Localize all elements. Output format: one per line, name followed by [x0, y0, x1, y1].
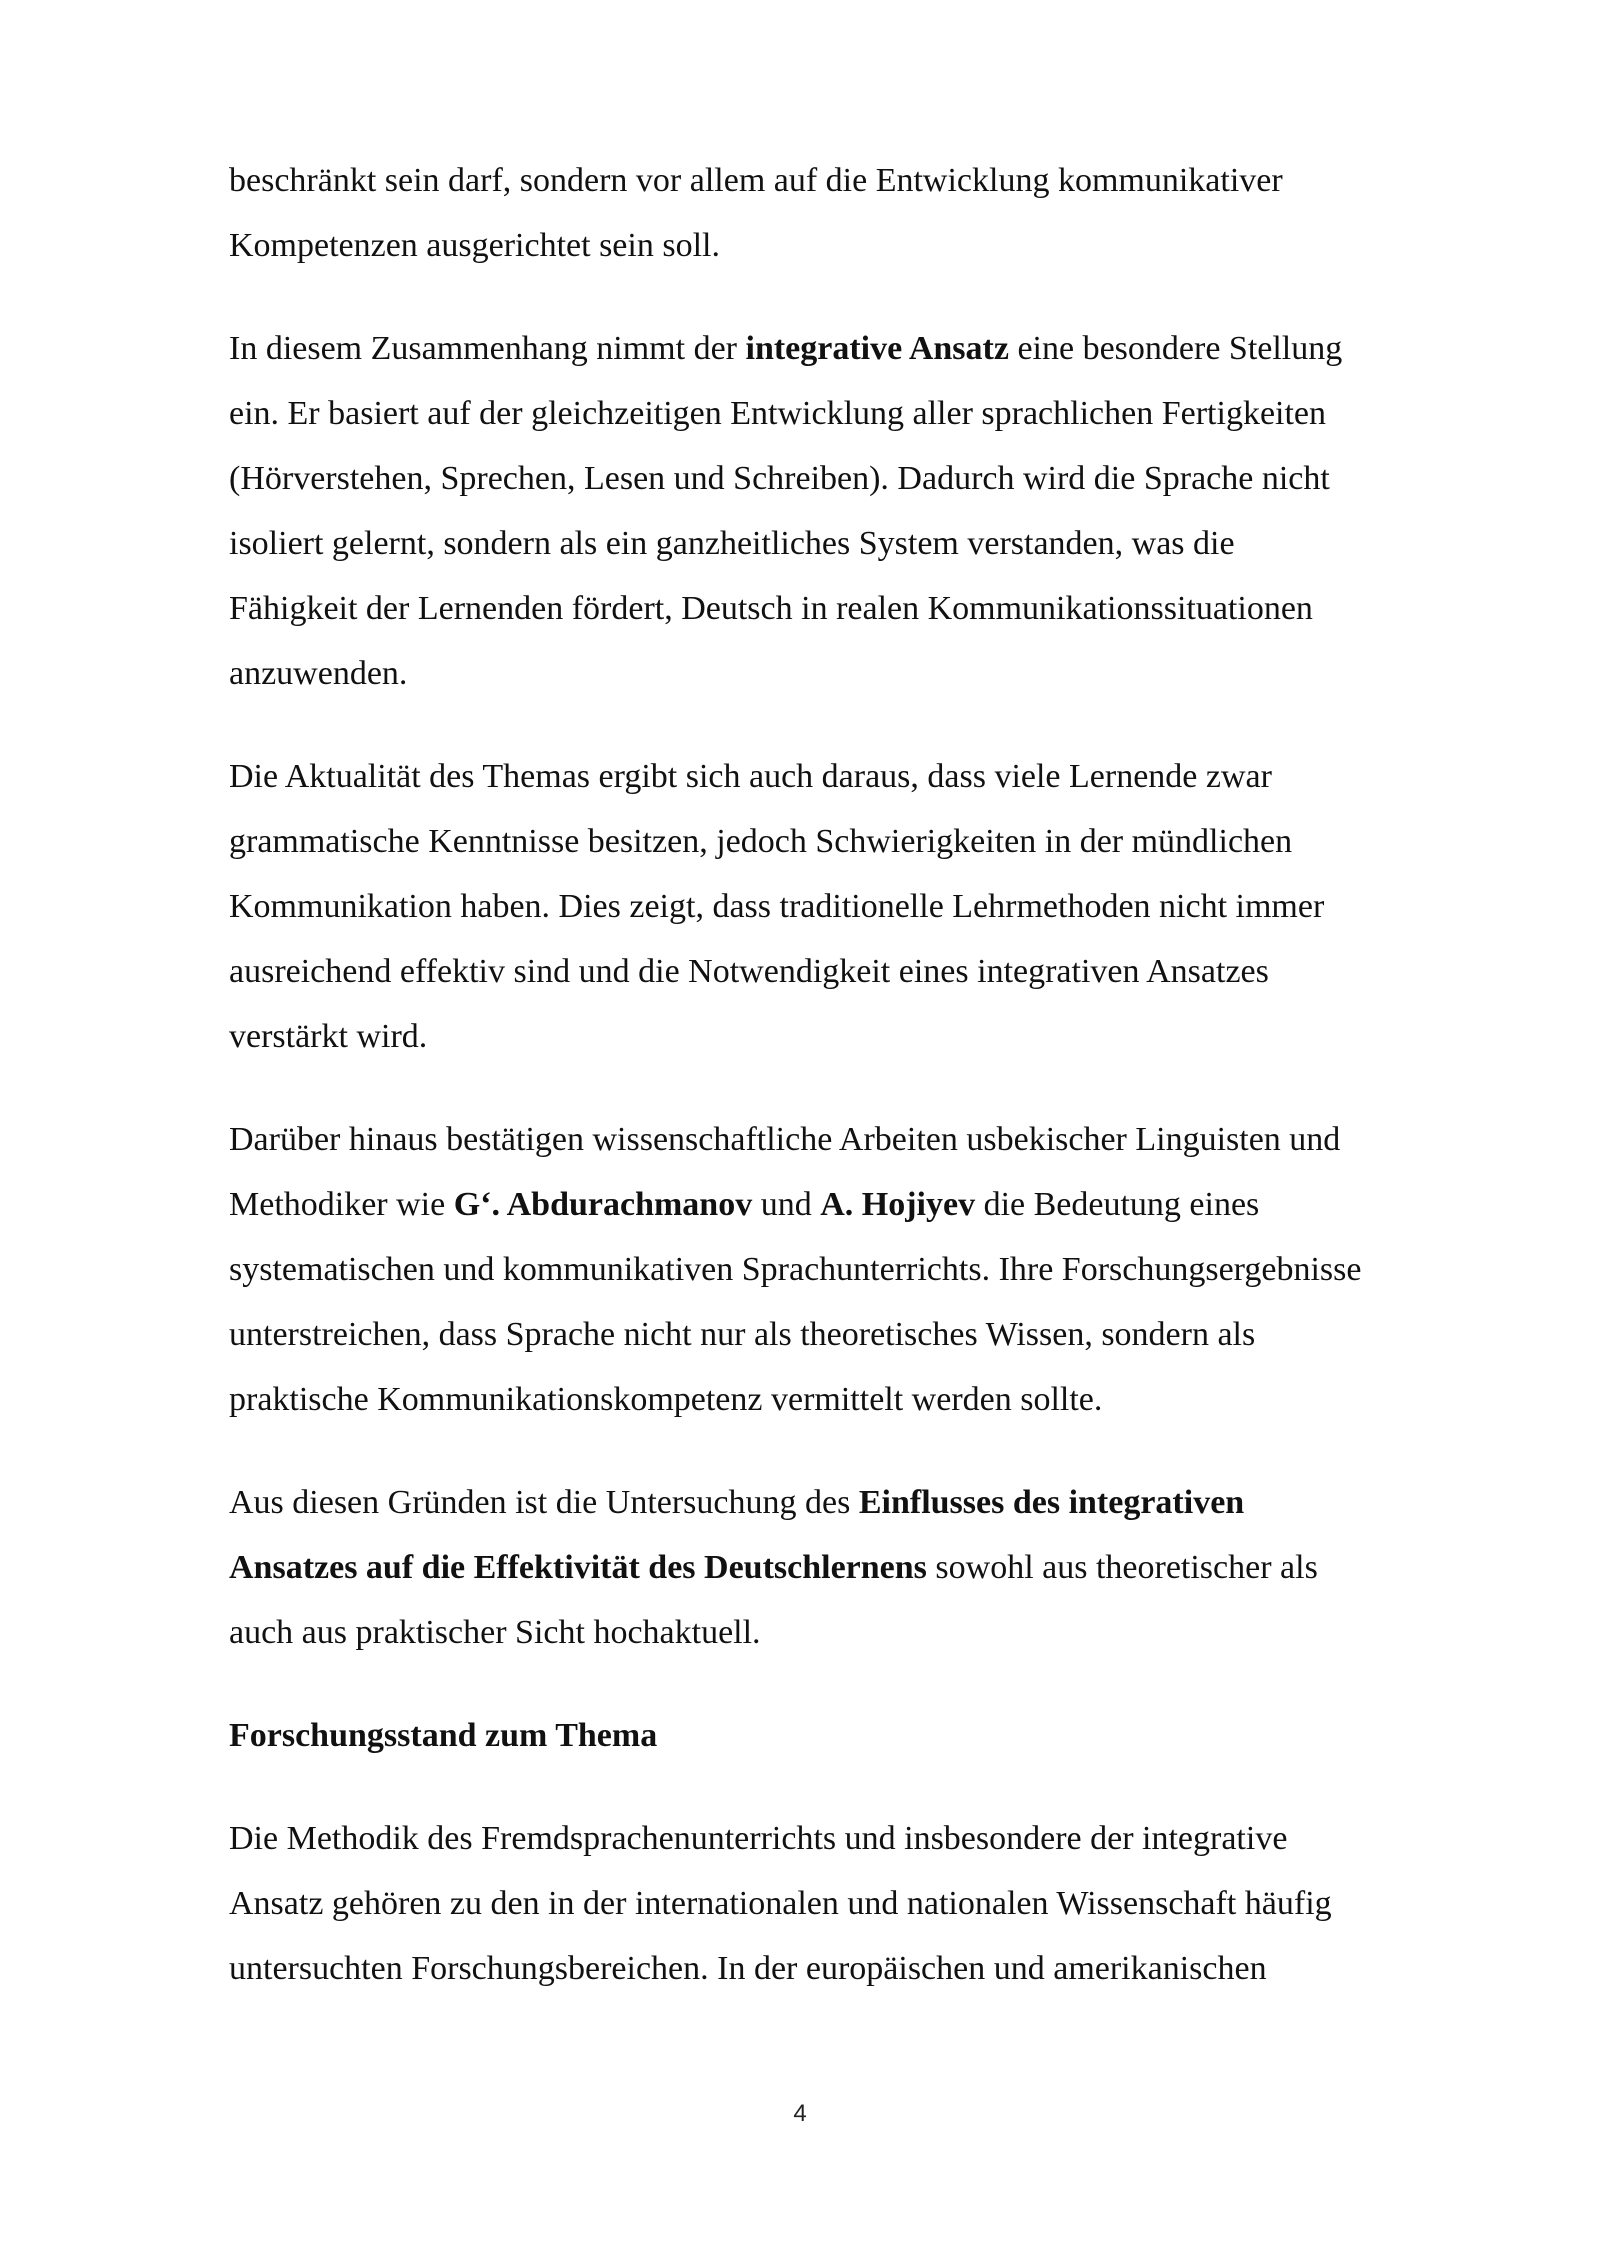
text-line: [229, 1806, 1491, 1871]
text-run: systematischen und kommunikativen Sprachunterrichts. Ihre Forschungsergebnisse: [229, 1251, 1362, 1288]
text-line: [229, 1535, 1491, 1600]
text-line: [229, 148, 1491, 213]
text-run: Aus diesen Gründen ist die Untersuchung des: [229, 1484, 859, 1521]
text-run: sowohl aus theoretischer als: [926, 1549, 1318, 1586]
text-run: Methodiker wie: [229, 1186, 454, 1223]
text-line: [229, 809, 1491, 874]
text-run: Darüber hinaus bestätigen wissenschaftliche Arbeiten usbekischer Linguisten und: [229, 1121, 1341, 1158]
text-line: [229, 446, 1491, 511]
text-run: beschränkt sein darf, sondern vor allem auf die Entwicklung kommunikativer: [229, 162, 1283, 199]
text-line: [229, 1004, 1491, 1069]
text-run: ein. Er basiert auf der gleichzeitigen Entwicklung aller sprachlichen Fertigkeiten: [229, 395, 1327, 432]
bold-text: G‘. Abdurachmanov: [453, 1186, 753, 1223]
text-line: [229, 1600, 1491, 1665]
text-run: auch aus praktischer Sicht hochaktuell.: [229, 1614, 761, 1651]
text-run: Kommunikation haben. Dies zeigt, dass traditionelle Lehrmethoden nicht immer: [229, 888, 1325, 925]
text-line: [229, 381, 1491, 446]
text-run: ausreichend effektiv sind und die Notwendigkeit eines integrativen Ansatzes: [229, 953, 1269, 990]
bold-text: Ansatzes auf die Effektivität des Deutschlernens: [229, 1549, 927, 1586]
text-line: [229, 1107, 1491, 1172]
paragraph: [229, 1806, 1491, 2001]
text-line: [229, 641, 1491, 706]
text-run: grammatische Kenntnisse besitzen, jedoch Schwierigkeiten in der mündlichen: [229, 823, 1293, 860]
bold-text: integrative Ansatz: [745, 330, 1009, 367]
text-run: isoliert gelernt, sondern als ein ganzheitliches System verstanden, was die: [229, 525, 1235, 562]
paragraph: [229, 1470, 1491, 1665]
text-line: [229, 1936, 1491, 2001]
text-run: unterstreichen, dass Sprache nicht nur als theoretisches Wissen, sondern als: [229, 1316, 1256, 1353]
text-line: [229, 213, 1491, 278]
page-number: 4: [793, 2100, 807, 2127]
text-run: und: [752, 1186, 821, 1223]
text-run: (Hörverstehen, Sprechen, Lesen und Schreiben). Dadurch wird die Sprache nicht: [229, 460, 1330, 497]
text-run: Fähigkeit der Lernenden fördert, Deutsch in realen Kommunikationssituationen: [229, 590, 1313, 627]
text-line: [229, 1302, 1491, 1367]
text-run: anzuwenden.: [229, 655, 408, 692]
text-line: [229, 576, 1491, 641]
text-run: praktische Kommunikationskompetenz vermittelt werden sollte.: [229, 1381, 1103, 1418]
text-run: Ansatz gehören zu den in der internationalen und nationalen Wissenschaft häufig: [229, 1885, 1332, 1922]
bold-text: A. Hojiyev: [820, 1186, 976, 1223]
bold-text: Einflusses des integrativen: [858, 1484, 1245, 1521]
text-line: [229, 1237, 1491, 1302]
text-line: [229, 1470, 1491, 1535]
text-run: verstärkt wird.: [229, 1018, 428, 1055]
paragraph-group-before-heading: [229, 148, 1491, 1665]
text-line: [229, 1367, 1491, 1432]
text-line: [229, 1871, 1491, 1936]
text-line: [229, 1172, 1491, 1237]
document-body: [229, 148, 1491, 2039]
text-run: die Bedeutung eines: [975, 1186, 1260, 1223]
text-line: [229, 511, 1491, 576]
paragraph: [229, 1107, 1491, 1432]
paragraph: [229, 316, 1491, 706]
text-run: Kompetenzen ausgerichtet sein soll.: [229, 227, 720, 264]
section-heading: Forschungsstand zum Thema: [229, 1717, 658, 1754]
text-run: untersuchten Forschungsbereichen. In der europäischen und amerikanischen: [229, 1950, 1267, 1987]
paragraph: [229, 148, 1491, 278]
text-line: [229, 316, 1491, 381]
paragraph: [229, 744, 1491, 1069]
text-line: [229, 939, 1491, 1004]
text-run: Die Methodik des Fremdsprachenunterrichts und insbesondere der integrative: [229, 1820, 1288, 1857]
text-line: [229, 744, 1491, 809]
text-run: In diesem Zusammenhang nimmt der: [229, 330, 746, 367]
text-run: eine besondere Stellung: [1008, 330, 1343, 367]
text-line: [229, 874, 1491, 939]
text-run: Die Aktualität des Themas ergibt sich auch daraus, dass viele Lernende zwar: [229, 758, 1272, 795]
paragraph-group-after-heading: [229, 1806, 1491, 2001]
